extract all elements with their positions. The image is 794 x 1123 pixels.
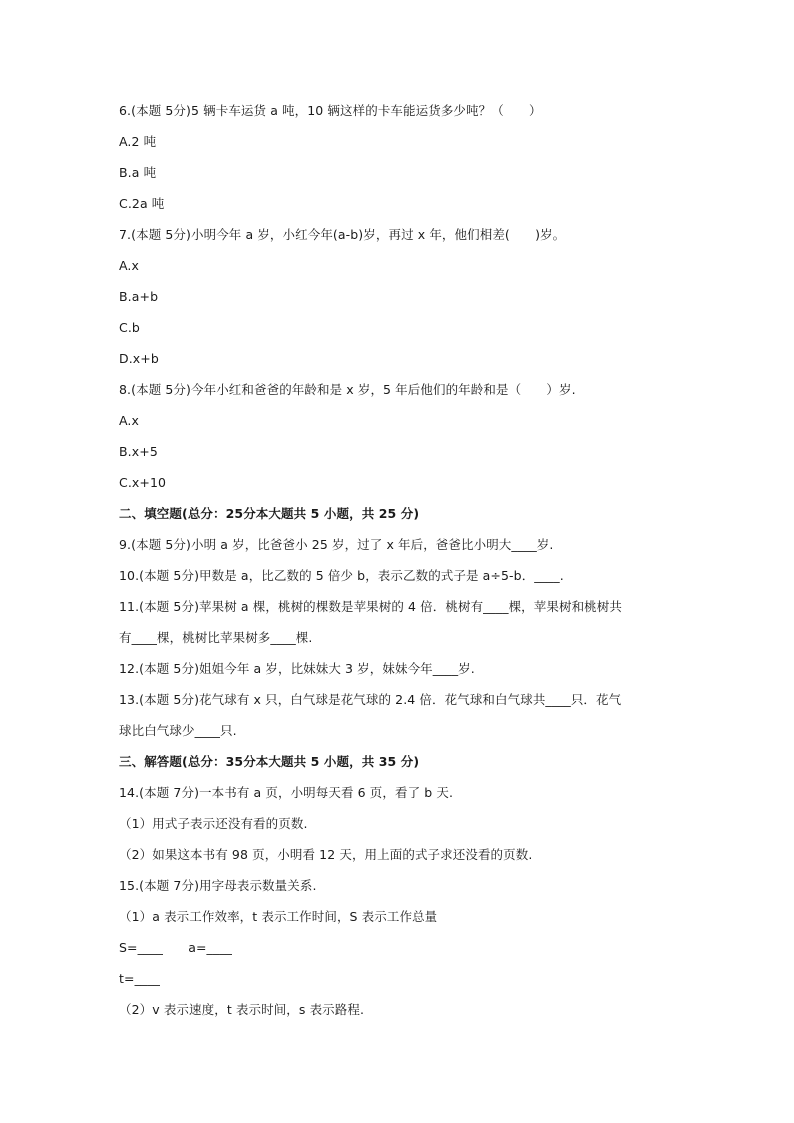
- question-7-option-a: A.x: [119, 258, 140, 273]
- question-7-option-d: D.x+b: [119, 351, 159, 366]
- question-12: 12.(本题 5分)姐姐今年 a 岁，比妹妹大 3 岁，妹妹今年____岁.: [119, 661, 475, 676]
- question-6-stem: 6.(本题 5分)5 辆卡车运货 a 吨，10 辆这样的卡车能运货多少吨？（ ）: [119, 103, 542, 118]
- question-15-part-2: （2）v 表示速度，t 表示时间，s 表示路程.: [119, 1002, 365, 1017]
- question-15-formula-t: t=____: [119, 971, 160, 986]
- question-14-stem: 14.(本题 7分)一本书有 a 页，小明每天看 6 页，看了 b 天.: [119, 785, 454, 800]
- question-15-formula-s-a: S=____ a=____: [119, 940, 232, 955]
- question-7-option-c: C.b: [119, 320, 140, 335]
- question-14-part-2: （2）如果这本书有 98 页，小明看 12 天，用上面的式子求还没看的页数.: [119, 847, 533, 862]
- question-11-line-1: 11.(本题 5分)苹果树 a 棵，桃树的棵数是苹果树的 4 倍．桃树有____棵，苹果树和桃树共: [119, 599, 622, 614]
- question-7-stem: 7.(本题 5分)小明今年 a 岁，小红今年(a-b)岁，再过 x 年，他们相差( )岁。: [119, 227, 566, 242]
- question-8-option-b: B.x+5: [119, 444, 158, 459]
- question-15-part-1: （1）a 表示工作效率，t 表示工作时间，S 表示工作总量: [119, 909, 438, 924]
- question-14-part-1: （1）用式子表示还没有看的页数.: [119, 816, 308, 831]
- question-8-stem: 8.(本题 5分)今年小红和爸爸的年龄和是 x 岁，5 年后他们的年龄和是（ ）岁.: [119, 382, 576, 397]
- section-2-heading: 二、填空题(总分：25分本大题共 5 小题，共 25 分): [119, 506, 420, 521]
- question-6-option-b: B.a 吨: [119, 165, 157, 180]
- question-7-option-b: B.a+b: [119, 289, 159, 304]
- question-6-option-c: C.2a 吨: [119, 196, 165, 211]
- question-8-option-c: C.x+10: [119, 475, 167, 490]
- question-9: 9.(本题 5分)小明 a 岁，比爸爸小 25 岁，过了 x 年后，爸爸比小明大____岁.: [119, 537, 554, 552]
- question-13-line-1: 13.(本题 5分)花气球有 x 只，白气球是花气球的 2.4 倍．花气球和白气球共____只．花气: [119, 692, 622, 707]
- document-content: [119, 101, 679, 1020]
- section-3-heading: 三、解答题(总分：35分本大题共 5 小题，共 35 分): [119, 754, 420, 769]
- question-6-option-a: A.2 吨: [119, 134, 157, 149]
- question-15-stem: 15.(本题 7分)用字母表示数量关系.: [119, 878, 317, 893]
- question-11-line-2: 有____棵，桃树比苹果树多____棵.: [119, 630, 313, 645]
- question-8-option-a: A.x: [119, 413, 140, 428]
- question-10: 10.(本题 5分)甲数是 a，比乙数的 5 倍少 b，表示乙数的式子是 a÷5-b．____.: [119, 568, 564, 583]
- question-13-line-2: 球比白气球少____只.: [119, 723, 237, 738]
